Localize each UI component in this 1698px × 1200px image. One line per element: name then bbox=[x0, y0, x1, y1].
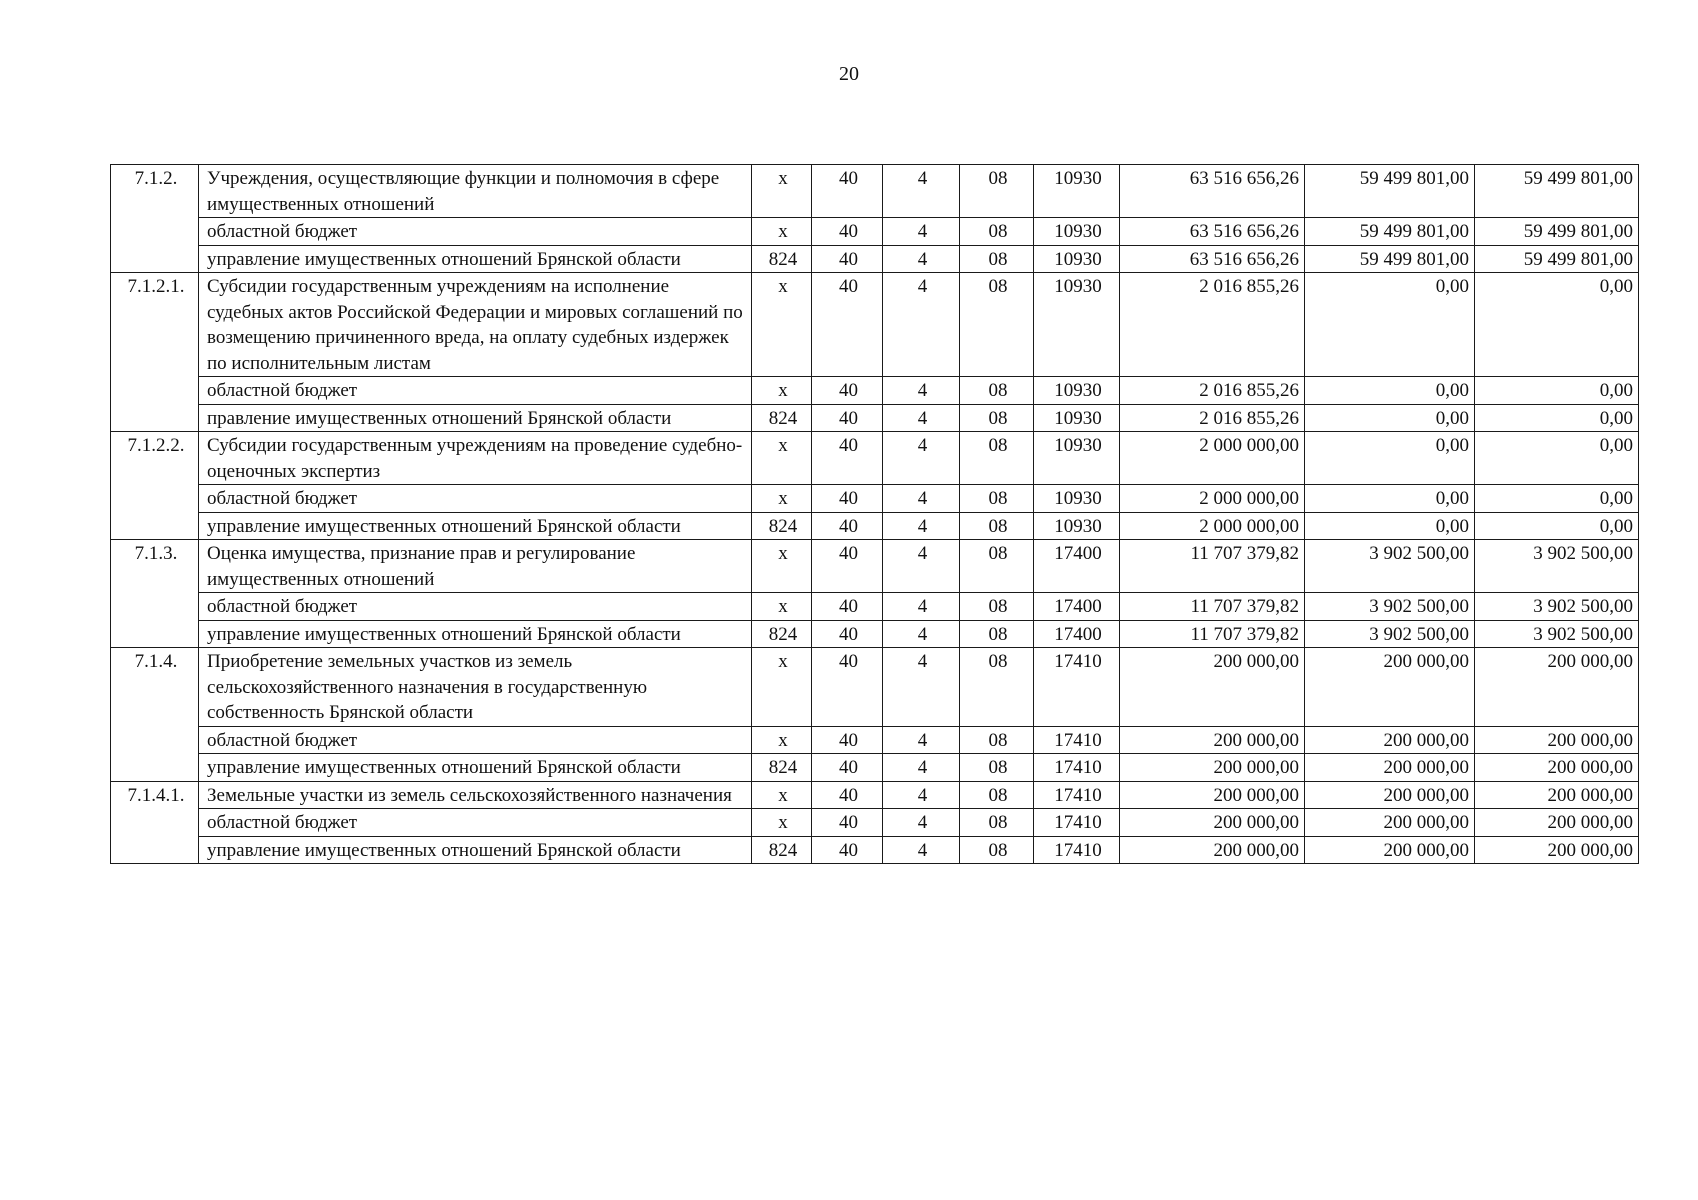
subprogram-code: 4 bbox=[883, 432, 960, 485]
main-activity-code: 08 bbox=[960, 404, 1034, 432]
amount-year-1: 11 707 379,82 bbox=[1120, 540, 1305, 593]
amount-year-2: 200 000,00 bbox=[1305, 726, 1475, 754]
amount-year-2: 59 499 801,00 bbox=[1305, 165, 1475, 218]
program-code: 40 bbox=[812, 809, 883, 837]
amount-year-2: 3 902 500,00 bbox=[1305, 593, 1475, 621]
subprogram-code: 4 bbox=[883, 809, 960, 837]
item-number: 7.1.2.2. bbox=[111, 432, 199, 540]
amount-year-2: 200 000,00 bbox=[1305, 754, 1475, 782]
direction-code: 17410 bbox=[1034, 809, 1120, 837]
program-code: 40 bbox=[812, 540, 883, 593]
amount-year-1: 200 000,00 bbox=[1120, 726, 1305, 754]
grbs-code: х bbox=[752, 809, 812, 837]
grbs-code: х bbox=[752, 273, 812, 377]
amount-year-1: 200 000,00 bbox=[1120, 754, 1305, 782]
amount-year-3: 0,00 bbox=[1475, 485, 1639, 513]
table-row bbox=[111, 593, 1639, 621]
amount-year-2: 3 902 500,00 bbox=[1305, 540, 1475, 593]
direction-code: 10930 bbox=[1034, 245, 1120, 273]
amount-year-1: 200 000,00 bbox=[1120, 781, 1305, 809]
budget-table bbox=[110, 164, 1639, 864]
amount-year-3: 59 499 801,00 bbox=[1475, 165, 1639, 218]
main-activity-code: 08 bbox=[960, 432, 1034, 485]
direction-code: 17410 bbox=[1034, 836, 1120, 864]
main-activity-code: 08 bbox=[960, 273, 1034, 377]
amount-year-3: 0,00 bbox=[1475, 432, 1639, 485]
main-activity-code: 08 bbox=[960, 836, 1034, 864]
main-activity-code: 08 bbox=[960, 377, 1034, 405]
item-number: 7.1.2. bbox=[111, 165, 199, 273]
table-row bbox=[111, 273, 1639, 377]
amount-year-2: 59 499 801,00 bbox=[1305, 245, 1475, 273]
program-code: 40 bbox=[812, 404, 883, 432]
amount-year-3: 200 000,00 bbox=[1475, 726, 1639, 754]
amount-year-3: 200 000,00 bbox=[1475, 836, 1639, 864]
amount-year-1: 200 000,00 bbox=[1120, 809, 1305, 837]
program-code: 40 bbox=[812, 593, 883, 621]
amount-year-3: 200 000,00 bbox=[1475, 809, 1639, 837]
subprogram-code: 4 bbox=[883, 754, 960, 782]
program-code: 40 bbox=[812, 165, 883, 218]
table-row bbox=[111, 620, 1639, 648]
table-row bbox=[111, 754, 1639, 782]
amount-year-3: 3 902 500,00 bbox=[1475, 540, 1639, 593]
amount-year-3: 3 902 500,00 bbox=[1475, 593, 1639, 621]
table-row bbox=[111, 245, 1639, 273]
table-row bbox=[111, 512, 1639, 540]
amount-year-3: 200 000,00 bbox=[1475, 754, 1639, 782]
amount-year-1: 63 516 656,26 bbox=[1120, 245, 1305, 273]
subprogram-code: 4 bbox=[883, 540, 960, 593]
amount-year-2: 200 000,00 bbox=[1305, 836, 1475, 864]
grbs-code: х bbox=[752, 726, 812, 754]
amount-year-1: 200 000,00 bbox=[1120, 836, 1305, 864]
subprogram-code: 4 bbox=[883, 726, 960, 754]
grbs-code: 824 bbox=[752, 836, 812, 864]
grbs-code: х bbox=[752, 781, 812, 809]
amount-year-2: 0,00 bbox=[1305, 432, 1475, 485]
direction-code: 10930 bbox=[1034, 165, 1120, 218]
amount-year-3: 0,00 bbox=[1475, 273, 1639, 377]
program-code: 40 bbox=[812, 432, 883, 485]
main-activity-code: 08 bbox=[960, 245, 1034, 273]
subprogram-code: 4 bbox=[883, 404, 960, 432]
amount-year-2: 200 000,00 bbox=[1305, 648, 1475, 727]
amount-year-1: 63 516 656,26 bbox=[1120, 218, 1305, 246]
table-row bbox=[111, 836, 1639, 864]
amount-year-3: 200 000,00 bbox=[1475, 781, 1639, 809]
direction-code: 10930 bbox=[1034, 273, 1120, 377]
direction-code: 17400 bbox=[1034, 540, 1120, 593]
amount-year-1: 11 707 379,82 bbox=[1120, 593, 1305, 621]
subprogram-code: 4 bbox=[883, 512, 960, 540]
amount-year-2: 0,00 bbox=[1305, 273, 1475, 377]
program-code: 40 bbox=[812, 512, 883, 540]
program-code: 40 bbox=[812, 781, 883, 809]
grbs-code: 824 bbox=[752, 512, 812, 540]
subprogram-code: 4 bbox=[883, 836, 960, 864]
direction-code: 17400 bbox=[1034, 620, 1120, 648]
direction-code: 17410 bbox=[1034, 648, 1120, 727]
direction-code: 10930 bbox=[1034, 404, 1120, 432]
subprogram-code: 4 bbox=[883, 648, 960, 727]
grbs-code: 824 bbox=[752, 404, 812, 432]
amount-year-2: 200 000,00 bbox=[1305, 809, 1475, 837]
amount-year-1: 2 016 855,26 bbox=[1120, 273, 1305, 377]
subprogram-code: 4 bbox=[883, 377, 960, 405]
grbs-code: х bbox=[752, 540, 812, 593]
table-row bbox=[111, 540, 1639, 593]
subprogram-code: 4 bbox=[883, 165, 960, 218]
program-code: 40 bbox=[812, 836, 883, 864]
item-name: областной бюджет bbox=[199, 377, 752, 405]
main-activity-code: 08 bbox=[960, 512, 1034, 540]
grbs-code: х bbox=[752, 648, 812, 727]
grbs-code: х bbox=[752, 432, 812, 485]
amount-year-1: 2 000 000,00 bbox=[1120, 432, 1305, 485]
direction-code: 10930 bbox=[1034, 218, 1120, 246]
item-name: Приобретение земельных участков из земель сельскохозяйственного назначения в государственную собственность Брянской области bbox=[199, 648, 752, 727]
item-number: 7.1.3. bbox=[111, 540, 199, 648]
amount-year-2: 200 000,00 bbox=[1305, 781, 1475, 809]
item-name: областной бюджет bbox=[199, 218, 752, 246]
item-name: управление имущественных отношений Брянской области bbox=[199, 836, 752, 864]
subprogram-code: 4 bbox=[883, 273, 960, 377]
amount-year-3: 59 499 801,00 bbox=[1475, 245, 1639, 273]
amount-year-2: 59 499 801,00 bbox=[1305, 218, 1475, 246]
grbs-code: х bbox=[752, 485, 812, 513]
main-activity-code: 08 bbox=[960, 726, 1034, 754]
table-row bbox=[111, 377, 1639, 405]
main-activity-code: 08 bbox=[960, 620, 1034, 648]
amount-year-1: 2 000 000,00 bbox=[1120, 485, 1305, 513]
amount-year-2: 0,00 bbox=[1305, 485, 1475, 513]
amount-year-2: 0,00 bbox=[1305, 404, 1475, 432]
table-row bbox=[111, 485, 1639, 513]
subprogram-code: 4 bbox=[883, 245, 960, 273]
main-activity-code: 08 bbox=[960, 540, 1034, 593]
item-name: областной бюджет bbox=[199, 485, 752, 513]
grbs-code: 824 bbox=[752, 245, 812, 273]
amount-year-3: 0,00 bbox=[1475, 377, 1639, 405]
table-row bbox=[111, 218, 1639, 246]
main-activity-code: 08 bbox=[960, 218, 1034, 246]
direction-code: 10930 bbox=[1034, 432, 1120, 485]
program-code: 40 bbox=[812, 485, 883, 513]
main-activity-code: 08 bbox=[960, 485, 1034, 513]
item-name: областной бюджет bbox=[199, 726, 752, 754]
item-name: областной бюджет bbox=[199, 593, 752, 621]
direction-code: 10930 bbox=[1034, 512, 1120, 540]
amount-year-1: 2 016 855,26 bbox=[1120, 377, 1305, 405]
grbs-code: х bbox=[752, 218, 812, 246]
program-code: 40 bbox=[812, 245, 883, 273]
grbs-code: х bbox=[752, 593, 812, 621]
amount-year-1: 2 000 000,00 bbox=[1120, 512, 1305, 540]
amount-year-2: 0,00 bbox=[1305, 512, 1475, 540]
subprogram-code: 4 bbox=[883, 218, 960, 246]
table-row bbox=[111, 781, 1639, 809]
amount-year-2: 3 902 500,00 bbox=[1305, 620, 1475, 648]
item-name: управление имущественных отношений Брянской области bbox=[199, 512, 752, 540]
page-number: 20 bbox=[839, 63, 859, 85]
item-name: Субсидии государственным учреждениям на исполнение судебных актов Российской Федерации и мировых соглашений по возмещению причиненного вреда, на оплату судебных издержек по исполнительным листам bbox=[199, 273, 752, 377]
table-row bbox=[111, 165, 1639, 218]
subprogram-code: 4 bbox=[883, 620, 960, 648]
amount-year-3: 200 000,00 bbox=[1475, 648, 1639, 727]
main-activity-code: 08 bbox=[960, 754, 1034, 782]
item-name: управление имущественных отношений Брянской области bbox=[199, 754, 752, 782]
main-activity-code: 08 bbox=[960, 781, 1034, 809]
direction-code: 17400 bbox=[1034, 593, 1120, 621]
item-name: Оценка имущества, признание прав и регулирование имущественных отношений bbox=[199, 540, 752, 593]
main-activity-code: 08 bbox=[960, 593, 1034, 621]
grbs-code: х bbox=[752, 377, 812, 405]
subprogram-code: 4 bbox=[883, 485, 960, 513]
direction-code: 10930 bbox=[1034, 377, 1120, 405]
table-row bbox=[111, 404, 1639, 432]
item-name: Субсидии государственным учреждениям на проведение судебно-оценочных экспертиз bbox=[199, 432, 752, 485]
program-code: 40 bbox=[812, 218, 883, 246]
program-code: 40 bbox=[812, 377, 883, 405]
item-name: управление имущественных отношений Брянской области bbox=[199, 245, 752, 273]
item-number: 7.1.2.1. bbox=[111, 273, 199, 432]
subprogram-code: 4 bbox=[883, 781, 960, 809]
program-code: 40 bbox=[812, 648, 883, 727]
direction-code: 17410 bbox=[1034, 781, 1120, 809]
grbs-code: 824 bbox=[752, 620, 812, 648]
program-code: 40 bbox=[812, 273, 883, 377]
table-row bbox=[111, 648, 1639, 727]
item-name: управление имущественных отношений Брянской области bbox=[199, 620, 752, 648]
direction-code: 17410 bbox=[1034, 754, 1120, 782]
grbs-code: х bbox=[752, 165, 812, 218]
subprogram-code: 4 bbox=[883, 593, 960, 621]
direction-code: 10930 bbox=[1034, 485, 1120, 513]
table-row bbox=[111, 809, 1639, 837]
item-name: Учреждения, осуществляющие функции и полномочия в сфере имущественных отношений bbox=[199, 165, 752, 218]
program-code: 40 bbox=[812, 726, 883, 754]
amount-year-3: 3 902 500,00 bbox=[1475, 620, 1639, 648]
program-code: 40 bbox=[812, 620, 883, 648]
table-row bbox=[111, 726, 1639, 754]
item-name: областной бюджет bbox=[199, 809, 752, 837]
grbs-code: 824 bbox=[752, 754, 812, 782]
direction-code: 17410 bbox=[1034, 726, 1120, 754]
program-code: 40 bbox=[812, 754, 883, 782]
item-name: Земельные участки из земель сельскохозяйственного назначения bbox=[199, 781, 752, 809]
table-row bbox=[111, 432, 1639, 485]
main-activity-code: 08 bbox=[960, 809, 1034, 837]
amount-year-1: 2 016 855,26 bbox=[1120, 404, 1305, 432]
item-number: 7.1.4. bbox=[111, 648, 199, 782]
main-activity-code: 08 bbox=[960, 648, 1034, 727]
amount-year-3: 0,00 bbox=[1475, 404, 1639, 432]
main-activity-code: 08 bbox=[960, 165, 1034, 218]
amount-year-1: 200 000,00 bbox=[1120, 648, 1305, 727]
amount-year-1: 11 707 379,82 bbox=[1120, 620, 1305, 648]
amount-year-2: 0,00 bbox=[1305, 377, 1475, 405]
item-number: 7.1.4.1. bbox=[111, 781, 199, 864]
amount-year-3: 59 499 801,00 bbox=[1475, 218, 1639, 246]
amount-year-1: 63 516 656,26 bbox=[1120, 165, 1305, 218]
amount-year-3: 0,00 bbox=[1475, 512, 1639, 540]
item-name: правление имущественных отношений Брянской области bbox=[199, 404, 752, 432]
